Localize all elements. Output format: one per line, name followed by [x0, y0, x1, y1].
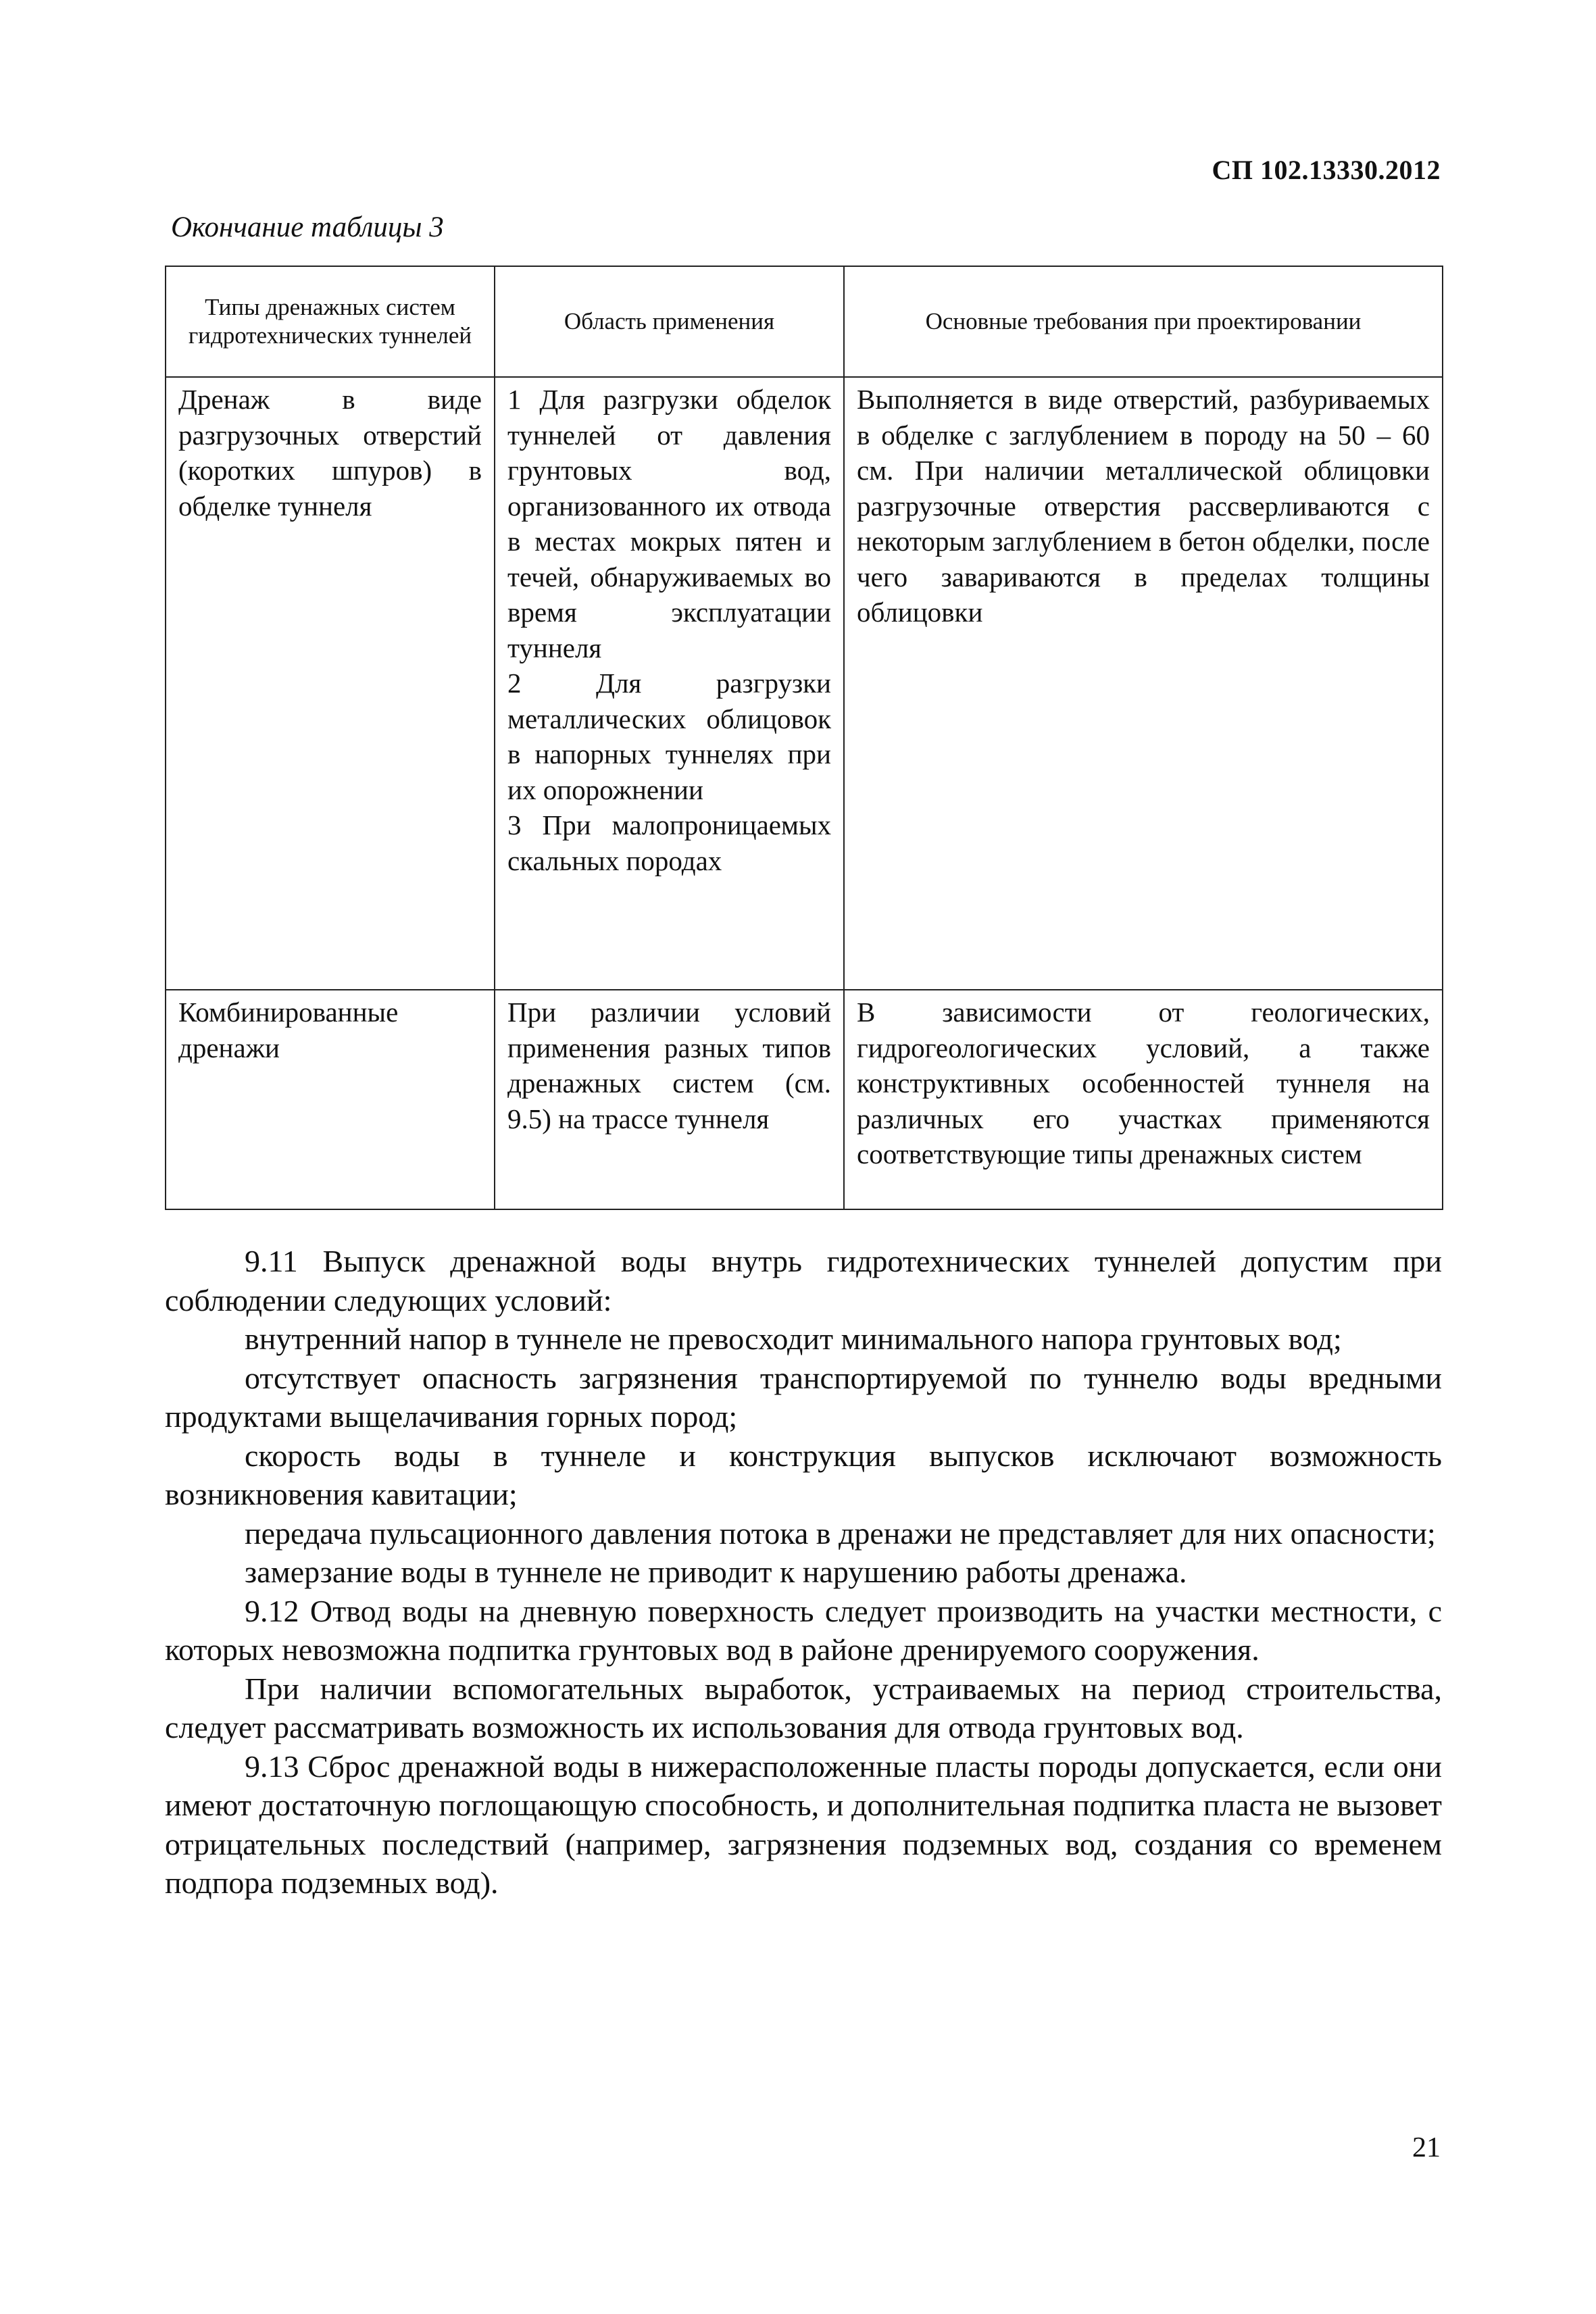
scope-item: 1 Для разгрузки обделок туннелей от давления грунтовых вод, организованного их отвода в местах мокрых пятен и течей, обнаруживаемых во время эксплуатации туннеля: [507, 384, 831, 663]
condition-item: скорость воды в туннеле и конструкция выпусков исключают возможность возникновения кавитации;: [165, 1438, 1442, 1511]
table-row: [166, 377, 1443, 990]
cell-requirements: В зависимости от геологических, гидрогеологических условий, а также конструктивных особенностей туннеля на различных его участках применяются соответствующие типы дренажных систем: [844, 990, 1443, 1209]
cell-scope: [495, 990, 844, 1209]
table-header-row: [166, 266, 1443, 377]
condition-item: внутренний напор в туннеле не превосходит минимального напора грунтовых вод;: [245, 1322, 1342, 1356]
drainage-table: [165, 266, 1443, 1210]
scope-item: 3 При малопроницаемых скальных породах: [507, 809, 831, 876]
scope-item: При различии условий применения разных типов дренажных систем (см. 9.5) на трассе туннеля: [507, 997, 831, 1134]
page-number: 21: [1412, 2132, 1441, 2163]
table-row: [166, 990, 1443, 1209]
condition-item: замерзание воды в туннеле не приводит к нарушению работы дренажа.: [245, 1555, 1187, 1589]
condition-item: передача пульсационного давления потока в дренажи не представляет для них опасности;: [245, 1515, 1436, 1551]
paragraph-9-12: 9.12 Отвод воды на дневную поверхность следует производить на участки местности, с которых невозможна подпитка грунтовых вод в районе дренируемого сооружения.: [165, 1593, 1442, 1667]
cell-requirements: Выполняется в виде отверстий, разбуриваемых в обделке с заглублением в породу на 50 – 60 см. При наличии металлической облицовки разгрузочные отверстия рассверливаются с некоторым заглублением в бетон обделки, после чего завариваются в пределах толщины облицовки: [844, 377, 1443, 990]
cell-type: Дренаж в виде разгрузочных отверстий (коротких шпуров) в обделке туннеля: [166, 377, 495, 990]
paragraph-9-11: 9.11 Выпуск дренажной воды внутрь гидротехнических туннелей допустим при соблюдении следующих условий:: [165, 1244, 1442, 1317]
scope-item: 2 Для разгрузки металлических облицовок в напорных туннелях при их опорожнении: [507, 668, 831, 805]
column-header-type: Типы дренажных систем гидротехнических туннелей: [166, 266, 495, 377]
table-caption: Окончание таблицы 3: [171, 211, 444, 243]
column-header-requirements: Основные требования при проектировании: [844, 266, 1443, 377]
cell-type: Комбинированные дренажи: [166, 990, 495, 1209]
body-text: [165, 1242, 1442, 1903]
paragraph: При наличии вспомогательных выработок, устраиваемых на период строительства, следует рассматривать возможность их использования для отвода грунтовых вод.: [165, 1671, 1442, 1744]
column-header-scope: Область применения: [495, 266, 844, 377]
paragraph-9-13: 9.13 Сброс дренажной воды в нижерасположенные пласты породы допускается, если они имеют достаточную поглощающую способность, и дополнительная подпитка пласта не вызовет отрицательных последствий (например, загрязнения подземных вод, создания со временем подпора подземных вод).: [165, 1749, 1442, 1900]
condition-item: отсутствует опасность загрязнения транспортируемой по туннелю воды вредными продуктами выщелачивания горных пород;: [165, 1360, 1442, 1434]
cell-scope: [495, 377, 844, 990]
document-code: СП 102.13330.2012: [1212, 155, 1441, 185]
